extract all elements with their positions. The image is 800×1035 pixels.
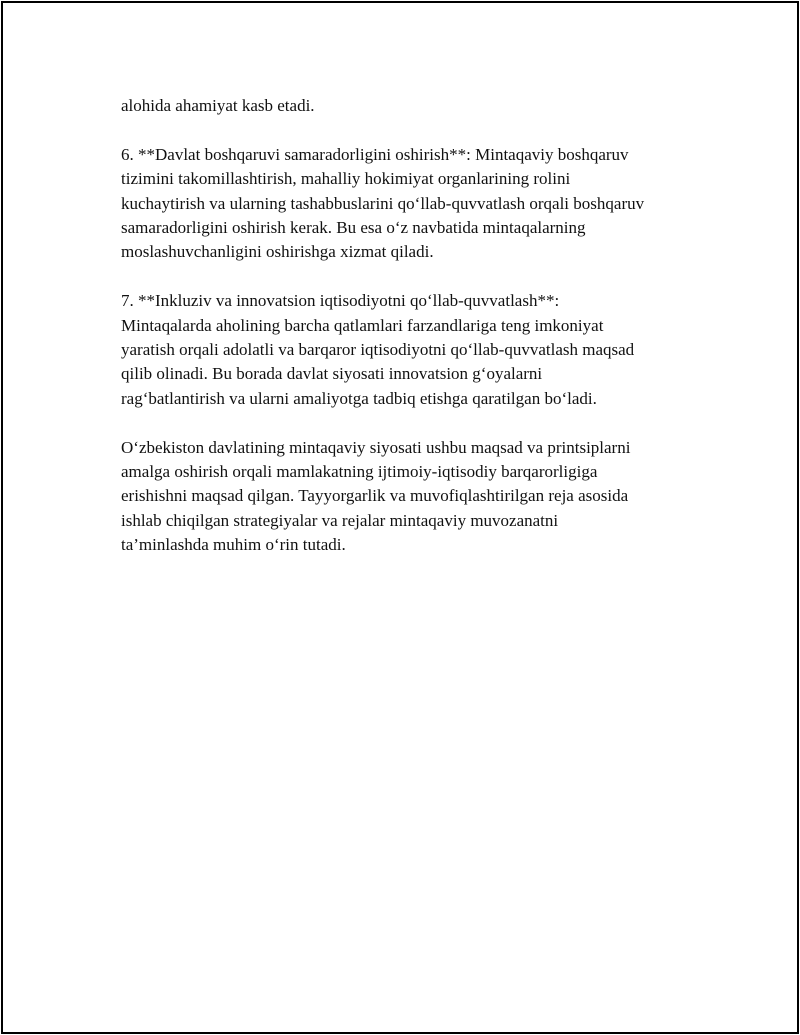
text-line: O‘zbekiston davlatining mintaqaviy siyosati ushbu maqsad va printsiplarni (121, 437, 631, 457)
text-line: rag‘batlantirish va ularni amaliyotga tadbiq etishga qaratilgan bo‘ladi. (121, 388, 597, 408)
text-line: kuchaytirish va ularning tashabbuslarini qo‘llab-quvvatlash orqali boshqaruv (121, 193, 645, 213)
text-line: alohida ahamiyat kasb etadi. (121, 96, 315, 115)
text-line: amalga oshirish orqali mamlakatning ijtimoiy-iqtisodiy barqarorligiga (121, 462, 598, 482)
text-line: 6. **Davlat boshqaruvi samaradorligini oshirish**: Mintaqaviy boshqaruv (121, 144, 629, 164)
paragraph-item-6 (121, 143, 701, 265)
text-line: tizimini takomillashtirish, mahalliy hokimiyat organlarining rolini (121, 169, 571, 189)
paragraph-item-7 (121, 289, 701, 411)
document-body (121, 94, 701, 582)
text-line: ta’minlashda muhim o‘rin tutadi. (121, 535, 346, 555)
text-line: moslashuvchanligini oshirishga xizmat qiladi. (121, 242, 434, 262)
text-line: Mintaqalarda aholining barcha qatlamlari farzandlariga teng imkoniyat (121, 315, 604, 335)
text-line: ishlab chiqilgan strategiyalar va rejalar mintaqaviy muvozanatni (121, 510, 559, 530)
paragraph-continuation (121, 94, 701, 118)
text-line: 7. **Inkluziv va innovatsion iqtisodiyotni qo‘llab-quvvatlash**: (121, 291, 560, 311)
text-line: yaratish orqali adolatli va barqaror iqtisodiyotni qo‘llab-quvvatlash maqsad (121, 340, 635, 360)
text-line: qilib olinadi. Bu borada davlat siyosati innovatsion g‘oyalarni (121, 364, 543, 384)
text-line: samaradorligini oshirish kerak. Bu esa o‘z navbatida mintaqalarning (121, 218, 586, 238)
paragraph-conclusion (121, 436, 701, 558)
page-frame (1, 1, 799, 1034)
text-line: erishishni maqsad qilgan. Tayyorgarlik va muvofiqlashtirilgan reja asosida (121, 486, 629, 506)
